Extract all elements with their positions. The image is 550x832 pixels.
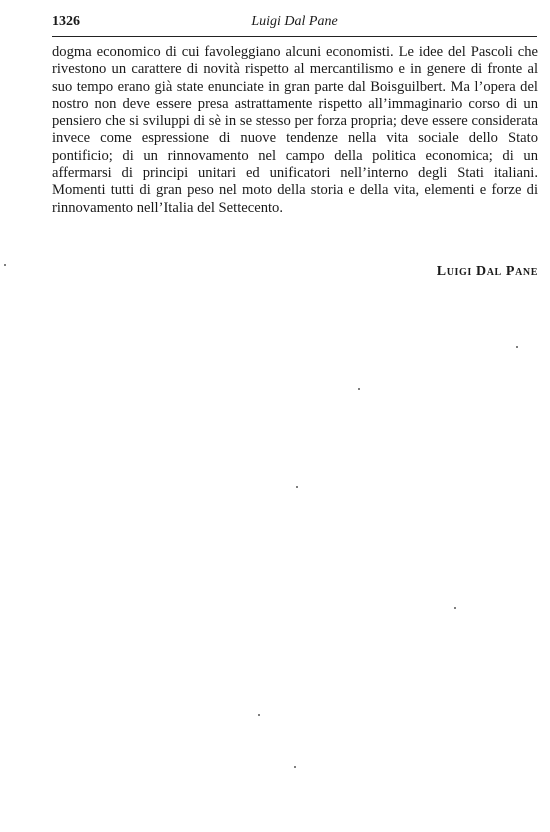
page-number: 1326 <box>52 14 80 29</box>
scan-speck <box>296 486 298 488</box>
scan-speck <box>358 388 360 390</box>
scan-speck <box>516 346 518 348</box>
scan-speck <box>4 264 6 266</box>
header-rule <box>52 36 537 37</box>
body-paragraph: dogma economico di cui favoleggiano alcuni economisti. Le idee del Pascoli che rivestono un carattere di novità rispetto al mercantilismo e in genere di fronte al suo tempo erano già state enunciate in gran parte dal Boisguilbert. Ma l’opera del nostro non deve essere presa astrattamente rispetto all’immaginario corso di un pensiero che si sviluppi di sè in se stesso per forza propria; deve essere considerata invece come espressione di nuove tendenze nella vita sociale dello Stato pontificio; di un rinnovamento nel campo della politica economica; di un affermarsi di principi unitari ed unificatori nell’interno degli Stati italiani. Momenti tutti di gran peso nel moto della storia e della vita, elementi e forze di rinnovamento nell’Italia del Settecento. <box>52 44 538 216</box>
scan-speck <box>454 607 456 609</box>
scan-speck <box>258 714 260 716</box>
scan-speck <box>294 766 296 768</box>
running-head: Luigi Dal Pane <box>251 14 338 29</box>
page-header <box>52 12 537 34</box>
author-signature: Luigi Dal Pane <box>436 264 538 279</box>
